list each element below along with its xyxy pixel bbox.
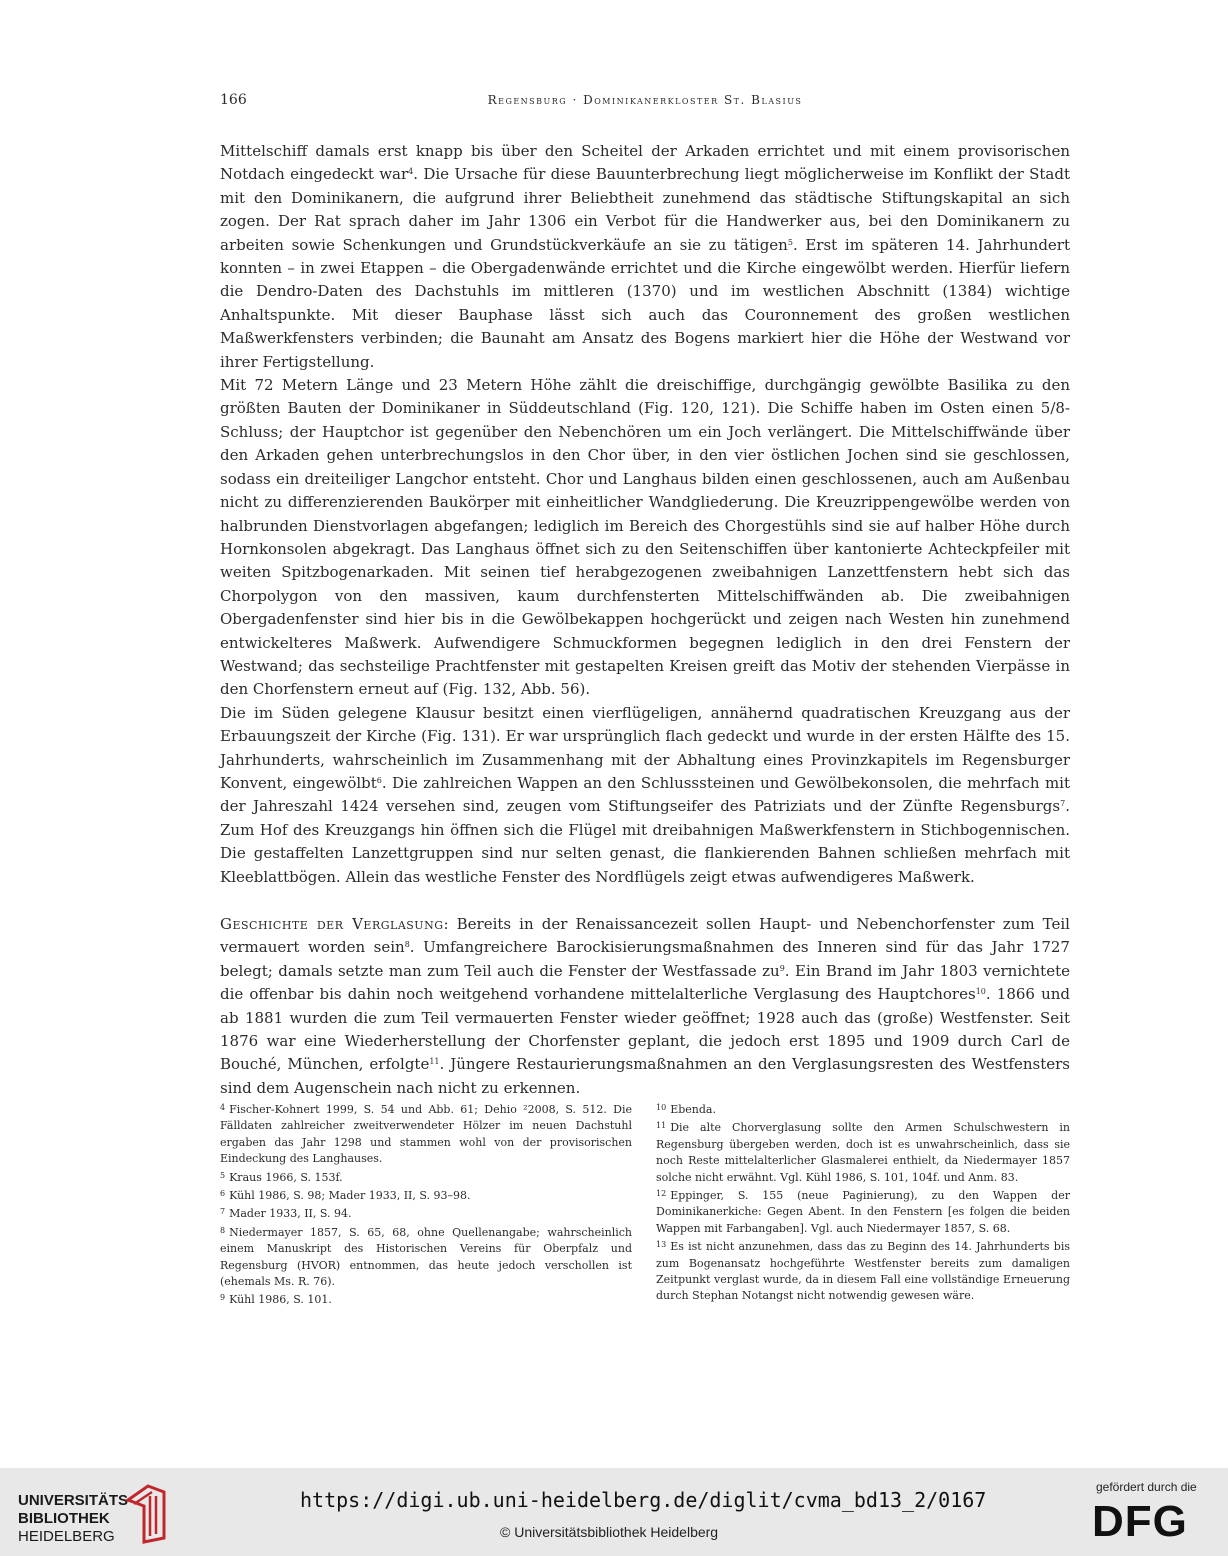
footnote: $^{13}$ Es ist nicht anzunehmen, dass das zu Beginn des 14. Jahrhunderts bis zum Bogenansatz hochgeführte Westfenster bereits zum damaligen Zeitpunkt verglast wurde, da in diesem Fall eine vollständige Erneuerung durch Stephan Notangst nicht notwendig gewesen wäre. xyxy=(656,1240,1070,1303)
footnote-ref[interactable]: 5 xyxy=(787,237,793,247)
page-header xyxy=(220,92,1070,112)
footnote: $^{12}$ Eppinger, S. 155 (neue Paginierung), zu den Wappen der Dominikanerkiche: Gegen Abent. In den Fenstern [es folgen die beiden Wappen mit Farbangaben]. Vgl. auch Niedermayer 1857, S. 68. xyxy=(656,1189,1070,1235)
university-library-logo[interactable]: UNIVERSITÄTS- BIBLIOTHEK HEIDELBERG xyxy=(18,1492,134,1545)
footnote: $^{11}$ Die alte Chorverglasung sollte den Armen Schulschwestern in Regensburg übergeben werden, doch ist es unwahrscheinlich, dass sie noch Reste mittelalterlicher Glasmalerei enthielt, da Niedermayer 1857 solche nicht erwähnt. Vgl. Kühl 1986, S. 101, 104f. und Anm. 83. xyxy=(656,1121,1070,1184)
paragraph: Mit 72 Metern Länge und 23 Metern Höhe zählt die dreischiffige, durchgängig gewölbte Basilika zu den größten Bauten der Dominikaner in Süddeutschland (Fig. 120, 121). Die Schiffe haben im Osten einen 5/8-Schluss; der Hauptchor ist gegenüber den Nebenchören um ein Joch verlängert. Die Mittelschiffwände über den Arkaden gehen unterbrechungslos in den Chor über, in den vier östlichen Jochen sind sie geschlossen, sodass ein dreiteiliger Langchor entsteht. Chor und Langhaus bilden einen geschlossenen, auch am Außenbau nicht zu differenzierenden Baukörper mit einheitlicher Wandgliederung. Die Kreuzrippengewölbe werden von halbrunden Dienstvorlagen abgefangen; lediglich im Bereich des Chorgestühls sind sie auf halber Höhe durch Hornkonsolen abgekragt. Das Langhaus öffnet sich zu den Seitenschiffen über kantonierte Achteckpfeiler mit weiten Spitzbogenarkaden. Mit seinen tief herabgezogenen zweibahnigen Lanzettfenstern hebt sich das Chorpolygon von den massiven, kaum durchfensterten Mittelschiffwänden ab. Die zweibahnigen Obergadenfenster sind hier bis in die Gewölbekappen hochgerückt und zeigen nach Westen hin zunehmend entwickelteres Maßwerk. Aufwendigere Schmuckformen begegnen lediglich in den drei Fenstern der Westwand; das sechsteilige Prachtfenster mit gestapelten Kreisen greift das Motiv der stehenden Vierpässe in den Chorfenstern erneut auf (Fig. 132, Abb. 56). xyxy=(220,376,1070,699)
footnote-ref[interactable]: 10 xyxy=(975,987,986,997)
footnote: $^7$ Mader 1933, II, S. 94. xyxy=(220,1207,352,1221)
copyright-text: © Universitätsbibliothek Heidelberg xyxy=(500,1524,719,1540)
footnote-ref[interactable]: 7 xyxy=(1060,799,1066,809)
footnote-ref[interactable]: 4 xyxy=(408,167,414,177)
paragraph: Mittelschiff damals erst knapp bis über den Scheitel der Arkaden errichtet und mit einem provisorischen Notdach eingedeckt war$^4$. Die Ursache für diese Bauunterbrechung liegt möglicherweise im Konflikt der Stadt mit den Dominikanern, die aufgrund ihrer Beliebtheit zunehmend das städtische Stiftungskapital an sich zogen. Der Rat sprach daher im Jahr 1306 ein Verbot für die Handwerker aus, bei den Dominikanern zu arbeiten sowie Schenkungen und Grundstückverkäufe an sie zu tätigen$^5$. Erst im späteren 14. Jahrhundert konnten – in zwei Etappen – die Obergadenwände errichtet und die Kirche eingewölbt werden. Hierfür liefern die Dendro-Daten des Dachstuhls im mittleren (1370) und im westlichen Abschnitt (1384) wichtige Anhaltspunkte. Mit dieser Bauphase lässt sich auch das Couronnement des großen westlichen Maßwerkfensters verbinden; die Baunaht am Ansatz des Bogens markiert hier die Höhe der Westwand vor ihrer Fertigstellung. xyxy=(220,142,1070,371)
footnote: $^8$ Niedermayer 1857, S. 65, 68, ohne Quellenangabe; wahrscheinlich einem Manuskript des Historischen Vereins für Oberpfalz und Regensburg (HVOR) entnommen, das heute jedoch verschollen ist (ehemals Ms. R. 76). xyxy=(220,1225,632,1289)
main-text xyxy=(220,140,1070,1100)
footnote-ref[interactable]: 9 xyxy=(779,963,785,973)
permalink-url[interactable]: https://digi.ub.uni-heidelberg.de/diglit/cvma_bd13_2/0167 xyxy=(300,1488,987,1512)
footnotes-right xyxy=(656,1100,1070,1305)
footnote: $^9$ Kühl 1986, S. 101. xyxy=(220,1293,332,1307)
footnote: $^6$ Kühl 1986, S. 98; Mader 1933, II, S. 93–98. xyxy=(220,1189,471,1203)
funding-label: gefördert durch die xyxy=(1096,1480,1197,1494)
footnote-ref[interactable]: 8 xyxy=(404,940,410,950)
library-emblem-icon xyxy=(122,1480,170,1544)
section-glazing-history: Geschichte der Verglasung: Bereits in der Renaissancezeit sollen Haupt- und Nebenchorfenster zum Teil vermauert worden sein$^8$. Umfangreichere Barockisierungsmaßnahmen des Inneren sind für das Jahr 1727 belegt; damals setzte man zum Teil auch die Fenster der Westfassade $zu^9$. Ein Brand im Jahr 1803 vernichtete die offenbar bis dahin noch weitgehend vorhandene mittelalterliche Verglasung des Hauptchores$^{10}$. 1866 und ab 1881 wurden die zum Teil vermauerten Fenster wieder geöffnet; 1928 auch das (große) Westfenster. Seit 1876 war eine Wiederherstellung der Chorfenster geplant, die jedoch erst 1895 und 1909 durch Carl de Bouché, München, erfolgte$^{11}$. Jüngere Restaurierungsmaßnahmen an den Verglasungsresten des Westfensters sind dem Augenschein nach nicht zu erkennen. xyxy=(220,915,1070,1097)
page-number: 166 xyxy=(220,92,247,108)
footnote: $^5$ Kraus 1966, S. 153f. xyxy=(220,1170,343,1184)
footnote-ref[interactable]: 6 xyxy=(376,775,382,785)
footnote-ref[interactable]: 11 xyxy=(429,1057,440,1067)
viewer-footer xyxy=(0,1468,1228,1556)
section-heading: Geschichte der Verglasung xyxy=(220,915,444,933)
footnote: $^4$ Fischer-Kohnert 1999, S. 54 und Abb. 61; Dehio ²2008, S. 512. Die Fälldaten zahlreicher zweitverwendeter Hölzer im neuen Dachstuhl ergaben das Jahr 1298 und stammen wohl von der provisorischen Eindeckung des Langhauses. xyxy=(220,1103,632,1166)
footnote: $^{10}$ Ebenda. xyxy=(656,1103,716,1116)
running-head: Regensburg · Dominikanerkloster St. Blasius xyxy=(487,93,803,107)
footnotes-left xyxy=(220,1100,632,1309)
paragraph: Die im Süden gelegene Klausur besitzt einen vierflügeligen, annähernd quadratischen Kreuzgang aus der Erbauungszeit der Kirche (Fig. 131). Er war ursprünglich flach gedeckt und wurde in der ersten Hälfte des 15. Jahrhunderts, wahrscheinlich im Zusammenhang mit der Abhaltung eines Provinzkapitels im Regensburger Konvent, eingewölbt$^6$. Die zahlreichen Wappen an den Schlusssteinen und Gewölbekonsolen, die mehrfach mit der Jahreszahl 1424 versehen sind, zeugen vom Stiftungseifer des Patriziats und der Zünfte Regensburgs$^7$. Zum Hof des Kreuzgangs hin öffnen sich die Flügel mit dreibahnigen Maßwerkfenstern in Stichbogennischen. Die gestaffelten Lanzettgruppen sind nur selten genast, die flankierenden Bahnen schließen mehrfach mit Kleeblattbögen. Allein das westliche Fenster des Nordflügels zeigt etwas aufwendigeres Maßwerk. xyxy=(220,703,1070,886)
dfg-logo[interactable]: DFG xyxy=(1092,1497,1188,1546)
